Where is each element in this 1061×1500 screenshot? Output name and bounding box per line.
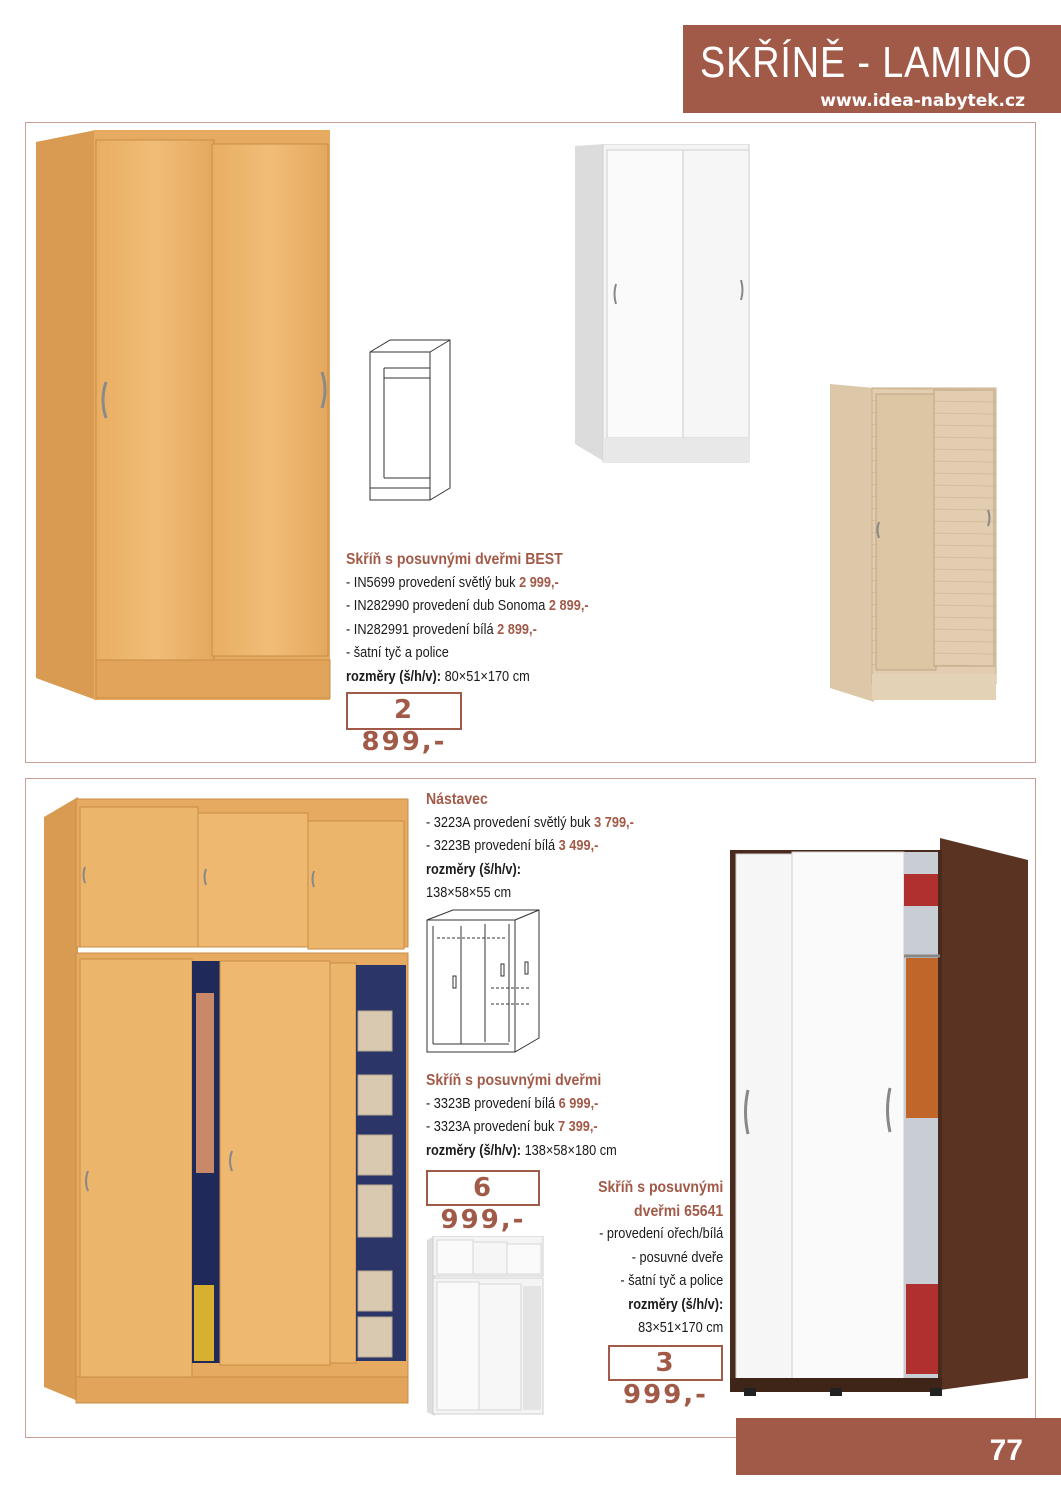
wardrobe-65641-dims-value: 83×51×170 cm: [637, 1320, 723, 1336]
nastavec-description: [426, 788, 634, 906]
website-url[interactable]: www.idea-nabytek.cz: [820, 91, 1025, 111]
nastavec-title: Nástavec: [426, 791, 488, 808]
best-item-2: - IN282990 provedení dub Sonoma 2 899,-: [346, 598, 589, 614]
best-item-1: - IN5699 provedení světlý buk 2 999,-: [346, 574, 559, 591]
white-wardrobe-image: [575, 144, 751, 464]
wardrobe-65641-line-1: - provedení ořech/bílá: [598, 1226, 723, 1242]
wardrobe-3223-title: Skříň s posuvnými dveřmi: [426, 1072, 602, 1089]
page-number: 77: [989, 1434, 1023, 1467]
wardrobe-65641-line-3: - šatní tyč a police: [620, 1273, 723, 1289]
walnut-white-wardrobe-image: [730, 838, 1032, 1398]
nastavec-item-1: - 3223A provedení světlý buk 3 799,-: [426, 814, 634, 831]
wardrobe-3223-item-1: - 3323B provedení bílá 6 999,-: [426, 1095, 599, 1112]
wardrobe-65641-title-line-1: Skříň s posuvnými: [597, 1179, 723, 1196]
wardrobe-65641-description: [598, 1176, 723, 1341]
beech-wardrobe-with-extension-image: [44, 797, 412, 1409]
wardrobe-65641-dims-label: rozměry (š/h/v):: [627, 1296, 723, 1313]
best-title: Skříň s posuvnými dveřmi BEST: [346, 551, 563, 568]
best-item-3: - IN282991 provedení bílá 2 899,-: [346, 621, 537, 638]
best-dimensions: rozměry (š/h/v): 80×51×170 cm: [346, 668, 530, 685]
best-feature: - šatní tyč a police: [346, 645, 449, 661]
page-title: SKŘÍNĚ - LAMINO: [700, 38, 1033, 87]
wardrobe-65641-title-line-2: dveřmi 65641: [633, 1202, 723, 1220]
best-description: [346, 548, 589, 689]
sonoma-wardrobe-image: [830, 384, 998, 704]
beech-wardrobe-image: [36, 130, 336, 705]
nastavec-dims-value: 138×58×55 cm: [426, 885, 512, 901]
wardrobe-3223-dimensions: rozměry (š/h/v): 138×58×180 cm: [426, 1142, 617, 1159]
nastavec-item-2: - 3223B provedení bílá 3 499,-: [426, 838, 599, 854]
nastavec-dims-label: rozměry (š/h/v):: [426, 861, 522, 878]
wardrobe-65641-price-box: 3 999,-: [608, 1345, 723, 1381]
best-interior-drawing: [368, 338, 454, 504]
wardrobe-65641-line-2: - posuvné dveře: [631, 1249, 723, 1266]
wardrobe-3223-price-box: 6 999,-: [426, 1170, 540, 1206]
best-price-box: 2 899,-: [346, 692, 462, 730]
sliding-wardrobe-drawing: [425, 908, 543, 1054]
wardrobe-3223-description: [426, 1069, 617, 1163]
wardrobe-3223-item-2: - 3323A provedení buk 7 399,-: [426, 1119, 598, 1135]
white-wardrobe-with-extension-image: [425, 1236, 545, 1418]
